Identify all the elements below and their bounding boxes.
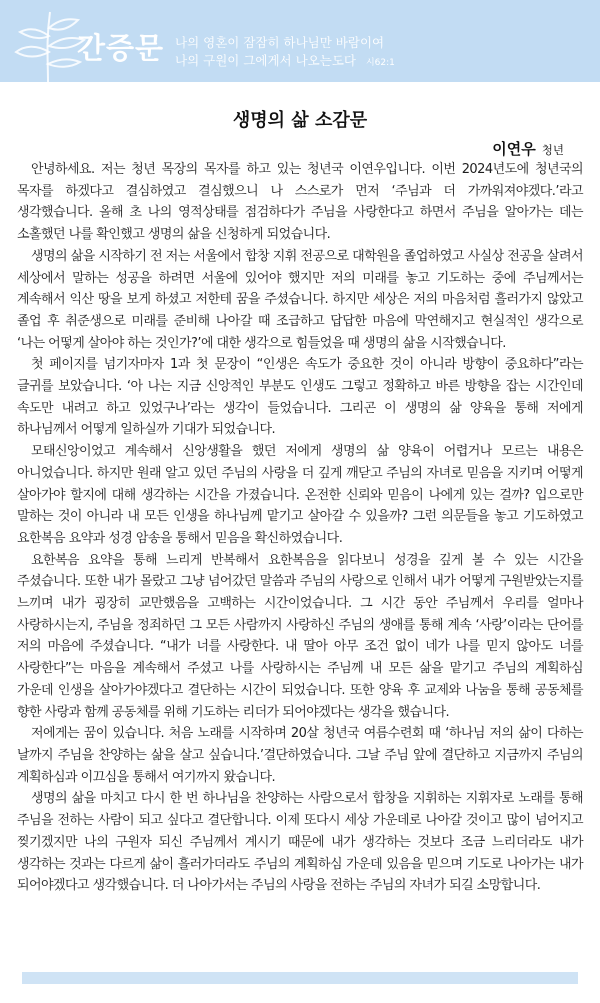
verse-reference: 시62:1 <box>365 58 395 68</box>
paragraph: 저에게는 꿈이 있습니다. 처음 노래를 시작하며 20살 청년국 여름수련회 때 ‘하나님 저의 삶이 다하는 날까지 주님을 찬양하는 삶을 살고 싶습니다.’결단하였습니다. 그날 주님 앞에 결단하고 지금까지 주님의 계획하심과 이끄심을 통해서 여기까지 왔습니다. <box>17 726 583 785</box>
author-name: 이연우 <box>492 140 536 158</box>
page-title: 간증문 <box>77 31 165 65</box>
paragraph: 요한복음 요약을 통해 느리게 반복해서 요한복음을 읽다보니 성경을 깊게 볼 수 있는 시간을 주셨습니다. 또한 내가 몰랐고 그냥 넘어갔던 말씀과 주님의 사랑으로 인해서 내가 어떻게 구원받았는지를 느끼며 내가 굉장히 교만했음을 고백하는 시간이었습니다. 그 시간 동안 주님께서 우리를 얼마나 사랑하시는지, 주님을 정죄하던 그 모든 사람까지 사랑하신 주님의 생애를 통해 계속 ‘사랑’이라는 단어를 저의 마음에 주셨습니다. “내가 너를 사랑한다. 내 딸아 아무 조건 없이 네가 나를 믿지 않아도 너를 사랑한다”는 마음을 계속해서 주셨고 나를 사랑하시는 주님께 내 모든 삶을 맡기고 주님의 계획하심 가운데 인생을 살아가야겠다고 결단하는 시간이 되었습니다. 또한 양육 후 교제와 나눔을 통해 공동체를 향한 사랑과 함께 공동체를 위해 기도하는 리더가 되어야겠다는 생각을 했습니다. <box>17 552 583 720</box>
footer-bar <box>22 972 578 984</box>
verse-quote <box>175 34 395 72</box>
paragraph: 생명의 삶을 시작하기 전 저는 서울에서 합창 지휘 전공으로 대학원을 졸업하였고 사실상 전공을 살려서 세상에서 말하는 성공을 하려면 서울에 있어야 했지만 저의 미래를 놓고 기도하는 중에 주님께서는 계속해서 익산 땅을 보게 하셨고 저한테 꿈을 주셨습니다. 하지만 세상은 저의 마음처럼 흘러가지 않았고 졸업 후 취준생으로 미래를 준비해 나아갈 때 조급하고 답답한 마음에 막연해지고 현실적인 생각으로 ‘나는 어떻게 살아야 하는 것인가?’에 대한 생각으로 힘들었을 때 생명의 삶을 시작했습니다. <box>17 248 583 351</box>
paragraph: 모태신앙이었고 계속해서 신앙생활을 했던 저에게 생명의 삶 양육이 어렵거나 모르는 내용은 아니었습니다. 하지만 원래 알고 있던 주님의 사랑을 더 깊게 깨닫고 주님의 자녀로 믿음을 지키며 어떻게 살아가야 할지에 대해 생각하는 시간을 가졌습니다. 온전한 신뢰와 믿음이 나에게 있는 걸까? 입으로만 말하는 것이 아니라 내 모든 인생을 하나님께 맡기고 살아갈 수 있을까? 그런 의문들을 놓고 기도하였고 요한복음 요약과 성경 암송을 통해서 믿음을 확신하였습니다. <box>17 444 583 546</box>
article-title: 생명의 삶 소감문 <box>232 110 368 131</box>
paragraph: 생명의 삶을 마치고 다시 한 번 하나님을 찬양하는 사람으로서 합창을 지휘하는 지휘자로 노래를 통해 주님을 전하는 사람이 되고 싶다고 결단합니다. 이제 또다시 세상 가운데로 나아갈 것이고 많이 넘어지고 찢기겠지만 나의 구원자 되신 주님께서 계시기 때문에 내가 생각하는 것보다 조금 느리더라도 내가 생각하는 것과는 다르게 삶이 흘러가더라도 주님의 계획하심 가운데 있음을 믿으며 기도로 나아가는 내가 되어야겠다고 생각했습니다. 더 나아가서는 주님의 사랑을 전하는 주님의 자녀가 되길 소망합니다. <box>17 791 583 894</box>
article-body <box>17 159 583 897</box>
author-role: 청년 <box>541 143 564 157</box>
header-band <box>0 0 600 82</box>
paragraph: 안녕하세요. 저는 청년 목장의 목자를 하고 있는 청년국 이연우입니다. 이번 2024년도에 청년국의 목자를 하겠다고 결심하였고 결심했으니 나 스스로가 먼저 ‘주님과 더 가까워져야겠다.’라고 생각했습니다. 올해 초 나의 영적상태를 점검하다가 주님을 사랑한다고 하면서 주님을 알아가는 데는 소홀했던 나를 확인했고 생명의 삶을 신청하게 되었습니다. <box>17 162 583 243</box>
byline <box>492 138 564 159</box>
verse-line-1: 나의 영혼이 잠잠히 하나님만 바람이여 <box>175 35 385 50</box>
paragraph: 첫 페이지를 넘기자마자 1과 첫 문장이 “인생은 속도가 중요한 것이 아니라 방향이 중요하다”라는 글귀를 보았습니다. ‘아 나는 지금 신앙적인 부분도 인생도 그렇고 정확하고 바른 방향을 잡는 시간인데 속도만 내려고 하고 있었구나’라는 생각이 들었습니다. 그리곤 이 생명의 삶 양육을 통해 저에게 하나님께서 어떻게 일하실까 기대가 되었습니다. <box>17 357 583 438</box>
verse-line-2: 나의 구원이 그에게서 나오는도다 시62:1 <box>175 53 395 68</box>
